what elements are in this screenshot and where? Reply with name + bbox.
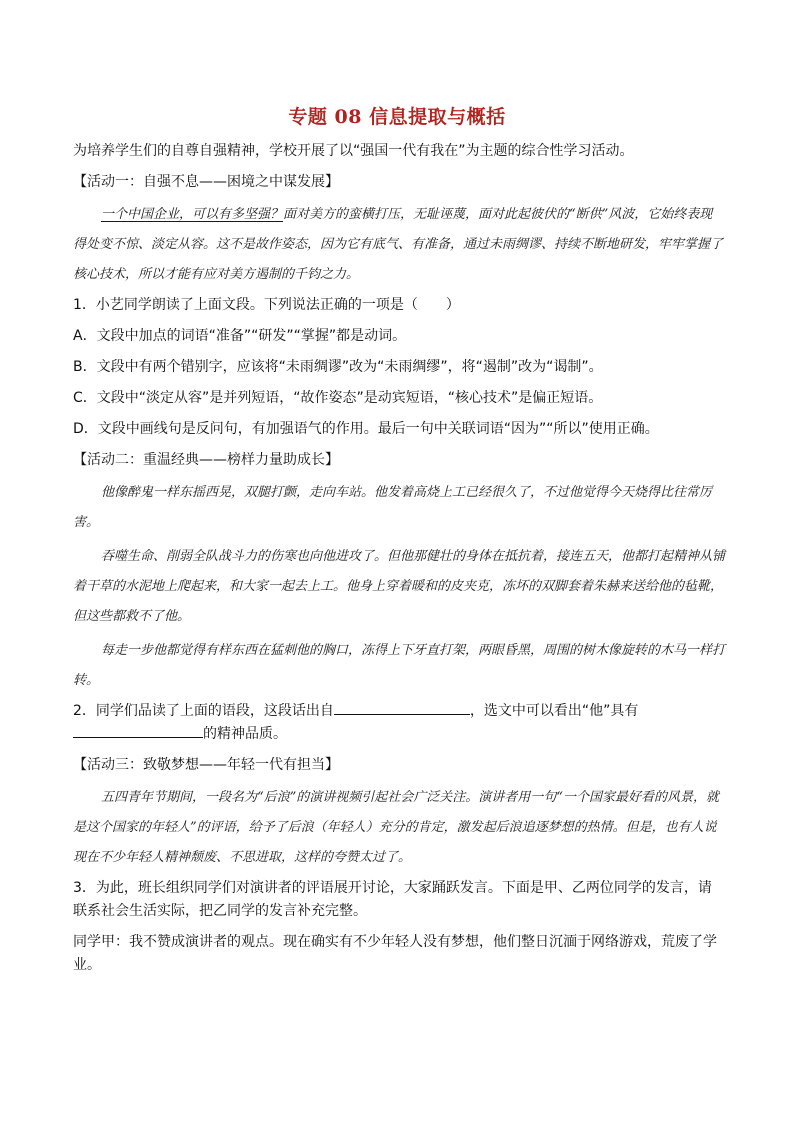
question1-option-c: C．文段中“淡定从容”是并列短语，“故作姿态”是动宾短语，“核心技术”是偏正短语。 <box>73 390 603 406</box>
activity2-paragraph-3: 每走一步他都觉得有样东西在猛刺他的胸口，冻得上下牙直打架，两眼昏黑，周围的树木像旋转的木马一样打转。 <box>73 643 726 688</box>
question1-stem: 1．小艺同学朗读了上面文段。下列说法正确的一项是（ ） <box>73 297 460 313</box>
answer-blank-source[interactable] <box>334 700 470 715</box>
student-a-statement: 同学甲：我不赞成演讲者的观点。现在确实有不少年轻人没有梦想，他们整日沉湎于网络游戏，荒废了学业。 <box>73 934 717 973</box>
activity2-heading: 【活动二：重温经典——榜样力量助成长】 <box>73 452 339 468</box>
activity3-passage: 五四青年节期间，一段名为“后浪”的演讲视频引起社会广泛关注。演讲者用一句“一个国家最好看的风景，就是这个国家的年轻人”的评语，给予了后浪（年轻人）充分的肯定，激发起后浪追逐梦想的热情。但是，也有人说现在不少年轻人精神颓废、不思进取，这样的夸赞太过了。 <box>73 790 719 865</box>
question3-stem: 3．为此，班长组织同学们对演讲者的评语展开讨论，大家踊跃发言。下面是甲、乙两位同学的发言，请联系社会生活实际，把乙同学的发言补充完整。 <box>73 880 712 919</box>
question2 <box>73 700 725 746</box>
activity1-passage-rest: 面对美方的蛮横打压，无耻诬蔑，面对此起彼伏的“断供”风波，它始终表现得处变不惊、淡定从容。这不是故作姿态，因为它有底气、有准备，通过未雨绸谬、持续不断地研发，牢牢掌握了核心技术，所以才能有应对美方遏制的千钧之力。 <box>73 207 724 282</box>
question2-part2: ，选文中可以看出“他”具有 <box>469 703 639 719</box>
activity2-paragraph-1: 他像醉鬼一样东摇西晃，双腿打颤，走向车站。他发着高烧上工已经很久了，不过他觉得今天烧得比往常厉害。 <box>73 485 713 530</box>
page-title: 专题 08 信息提取与概括 <box>288 106 506 128</box>
question1-option-b: B．文段中有两个错别字，应该将“未雨绸谬”改为“未雨绸缪”，将“遏制”改为“谒制”。 <box>73 359 603 375</box>
question2-part1: 2．同学们品读了上面的语段，这段话出自 <box>73 703 334 719</box>
question1-option-d: D．文段中画线句是反问句，有加强语气的作用。最后一句中关联词语“因为”“所以”使用正确。 <box>73 421 659 437</box>
question2-part3: 的精神品质。 <box>203 726 287 742</box>
activity2-paragraph-2: 吞噬生命、削弱全队战斗力的伤寒也向他进攻了。但他那健壮的身体在抵抗着，接连五天，他都打起精神从铺着干草的水泥地上爬起来，和大家一起去上工。他身上穿着暖和的皮夹克，冻坏的双脚套着朱赫来送给他的毡靴，但这些都救不了他。 <box>73 549 726 624</box>
underlined-sentence: 一个中国企业，可以有多坚强？ <box>101 207 284 222</box>
document-body <box>73 140 725 985</box>
activity1-heading: 【活动一：自强不息——困境之中谋发展】 <box>73 174 339 190</box>
activity3-heading: 【活动三：致敬梦想——年轻一代有担当】 <box>73 757 339 773</box>
activity1-passage <box>73 200 725 290</box>
intro-text: 为培养学生们的自尊自强精神，学校开展了以“强国一代有我在”为主题的综合性学习活动。 <box>73 143 634 159</box>
question1-option-a: A．文段中加点的词语“准备”“研发”“掌握”都是动词。 <box>73 328 407 344</box>
answer-blank-quality[interactable] <box>73 723 203 738</box>
